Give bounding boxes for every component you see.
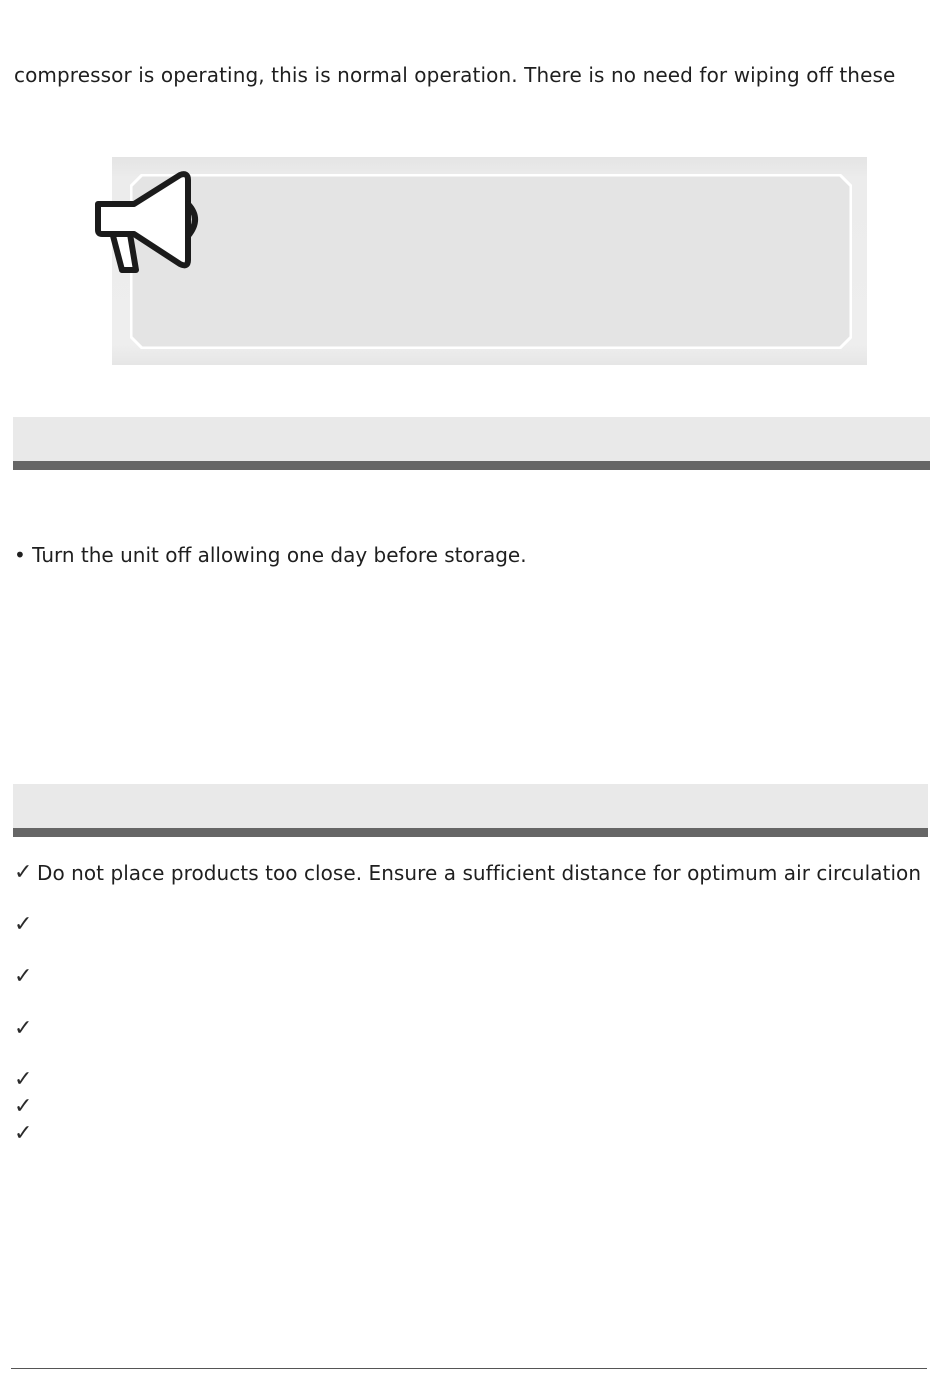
megaphone-icon — [94, 170, 202, 274]
footer-divider — [11, 1368, 927, 1369]
check-mark-icon: ✓ — [14, 1067, 33, 1092]
check-mark-icon: ✓ — [14, 912, 33, 937]
check-mark-icon: ✓ — [14, 860, 33, 885]
check-mark-icon: ✓ — [14, 1121, 33, 1146]
section-heading-band — [13, 784, 928, 829]
section-divider — [13, 828, 928, 837]
tip-text: Do not place products too close. Ensure a sufficient distance for optimum air circulation — [37, 861, 922, 885]
check-mark-icon: ✓ — [14, 1016, 33, 1041]
intro-paragraph: compressor is operating, this is normal operation. There is no need for wiping off these — [14, 63, 896, 87]
storage-instruction: • Turn the unit off allowing one day before storage. — [14, 543, 527, 567]
section-divider — [13, 461, 930, 470]
check-mark-icon: ✓ — [14, 964, 33, 989]
notice-panel — [130, 174, 852, 349]
check-mark-icon: ✓ — [14, 1094, 33, 1119]
section-heading-band — [13, 417, 930, 462]
